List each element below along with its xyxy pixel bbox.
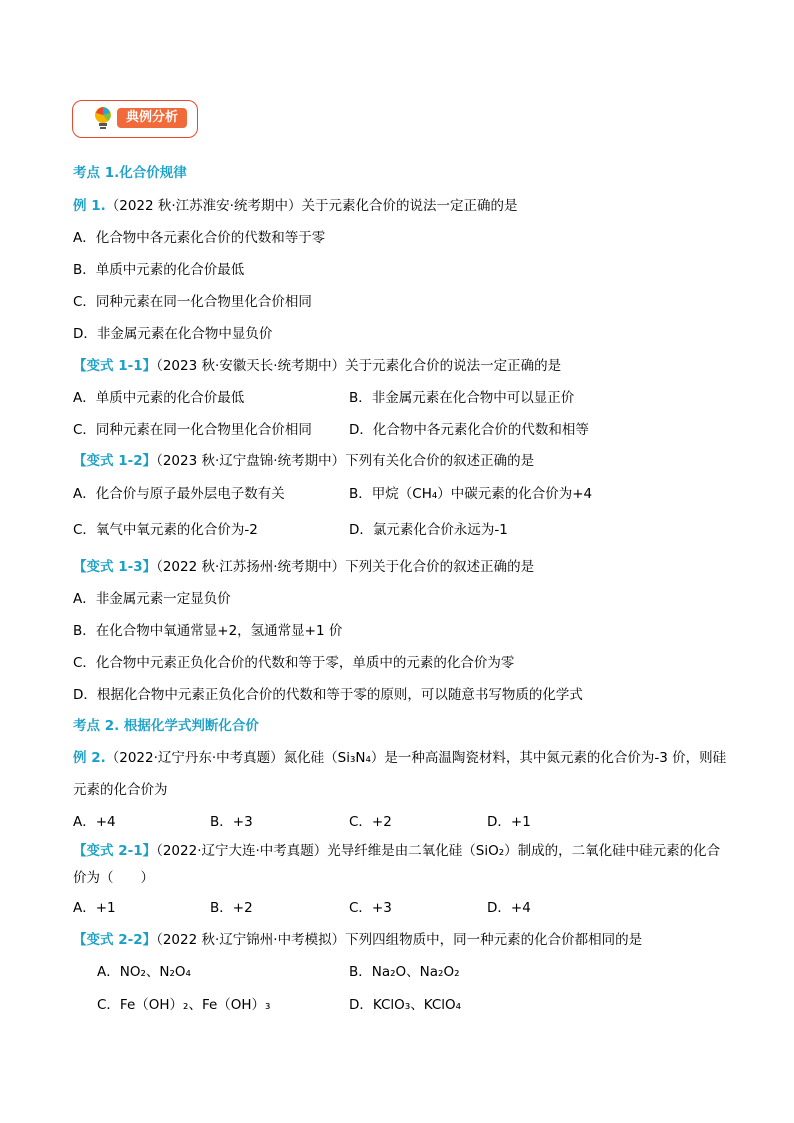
example-1-option-d: D．非金属元素在化合物中显负价 [73,326,273,342]
variant-1-1-option-c: C．同种元素在同一化合物里化合价相同 [73,422,312,438]
badge-label: 典例分析 [117,108,187,128]
variant-1-1-option-a: A．单质中元素的化合价最低 [73,390,245,406]
example-2-option-a: A．+4 [73,814,116,830]
example-2-option-d: D．+1 [487,814,531,830]
section-1-title: 考点 1.化合价规律 [73,165,187,181]
variant-1-3-question [73,558,534,576]
example-2-text-1: （2022·辽宁丹东·中考真题）氮化硅（Si₃N₄）是一种高温陶瓷材料，其中氮元素的化合价为-3 价，则硅 [105,750,727,766]
variant-2-2-text: 下列四组物质中，同一种元素的化合价都相同的是 [345,932,643,948]
variant-2-1-option-a: A．+1 [73,900,116,916]
variant-1-2-option-b: B．甲烷（CH₄）中碳元素的化合价为+4 [349,486,593,502]
variant-2-1-label: 【变式 2-1】 [73,843,157,859]
variant-1-2-option-c: C．氧气中氧元素的化合价为-2 [73,522,258,538]
lightbulb-icon [91,105,115,133]
variant-1-3-option-c: C．化合物中元素正负化合价的代数和等于零，单质中的元素的化合价为零 [73,655,515,671]
variant-1-2-option-d: D．氯元素化合价永远为-1 [349,522,508,538]
example-1-label: 例 1. [73,198,106,214]
example-1-source: （2022 秋·江苏淮安·统考期中） [105,198,302,214]
example-1-option-c: C．同种元素在同一化合物里化合价相同 [73,294,312,310]
example-2-option-b: B．+3 [210,814,253,830]
variant-1-3-option-b: B．在化合物中氧通常显+2，氢通常显+1 价 [73,623,343,639]
variant-1-1-option-d: D．化合物中各元素化合价的代数和相等 [349,422,589,438]
variant-2-1-question-line-1 [73,842,720,860]
example-1-option-b: B．单质中元素的化合价最低 [73,262,245,278]
example-2-label: 例 2. [73,750,106,766]
example-analysis-badge [72,100,198,138]
example-2-question-line-1 [73,749,726,767]
section-2-title: 考点 2. 根据化学式判断化合价 [73,718,259,734]
variant-1-1-option-b: B．非金属元素在化合物中可以显正价 [349,390,575,406]
variant-1-2-question [73,452,534,470]
variant-2-2-source: （2022 秋·辽宁锦州·中考模拟） [156,932,346,948]
example-2-option-c: C．+2 [349,814,392,830]
variant-1-3-label: 【变式 1-3】 [73,559,157,575]
variant-2-2-label: 【变式 2-2】 [73,932,157,948]
variant-1-3-option-d: D．根据化合物中元素正负化合价的代数和等于零的原则，可以随意书写物质的化学式 [73,687,583,703]
variant-1-3-option-a: A．非金属元素一定显负价 [73,591,231,607]
variant-2-2-option-d: D．KClO₃、KClO₄ [349,997,462,1013]
variant-2-1-text-1: （2022·辽宁大连·中考真题）光导纤维是由二氧化硅（SiO₂）制成的，二氧化硅中硅元素的化合 [156,843,721,859]
variant-2-2-option-b: B．Na₂O、Na₂O₂ [349,964,460,980]
variant-2-2-question [73,931,642,949]
variant-2-2-option-a: A．NO₂、N₂O₄ [97,964,191,980]
variant-1-2-option-a: A．化合价与原子最外层电子数有关 [73,486,285,502]
variant-1-2-source: （2023 秋·辽宁盘锦·统考期中） [156,453,346,469]
example-1-text: 关于元素化合价的说法一定正确的是 [301,198,518,214]
variant-1-3-source: （2022 秋·江苏扬州·统考期中） [156,559,346,575]
variant-1-1-source: （2023 秋·安徽天长·统考期中） [156,358,346,374]
variant-2-1-question-line-2: 价为（ ） [73,870,154,886]
example-2-question-line-2: 元素的化合价为 [73,782,168,798]
variant-1-1-question [73,357,561,375]
variant-1-2-label: 【变式 1-2】 [73,453,157,469]
variant-1-1-label: 【变式 1-1】 [73,358,157,374]
variant-1-3-text: 下列关于化合价的叙述正确的是 [345,559,535,575]
variant-1-1-text: 关于元素化合价的说法一定正确的是 [345,358,562,374]
example-1-option-a: A．化合物中各元素化合价的代数和等于零 [73,230,326,246]
example-1-question [73,197,517,215]
variant-2-1-option-c: C．+3 [349,900,392,916]
variant-1-2-text: 下列有关化合价的叙述正确的是 [345,453,535,469]
variant-2-1-option-b: B．+2 [210,900,253,916]
variant-2-1-option-d: D．+4 [487,900,531,916]
variant-2-2-option-c: C．Fe（OH）₂、Fe（OH）₃ [97,997,271,1013]
